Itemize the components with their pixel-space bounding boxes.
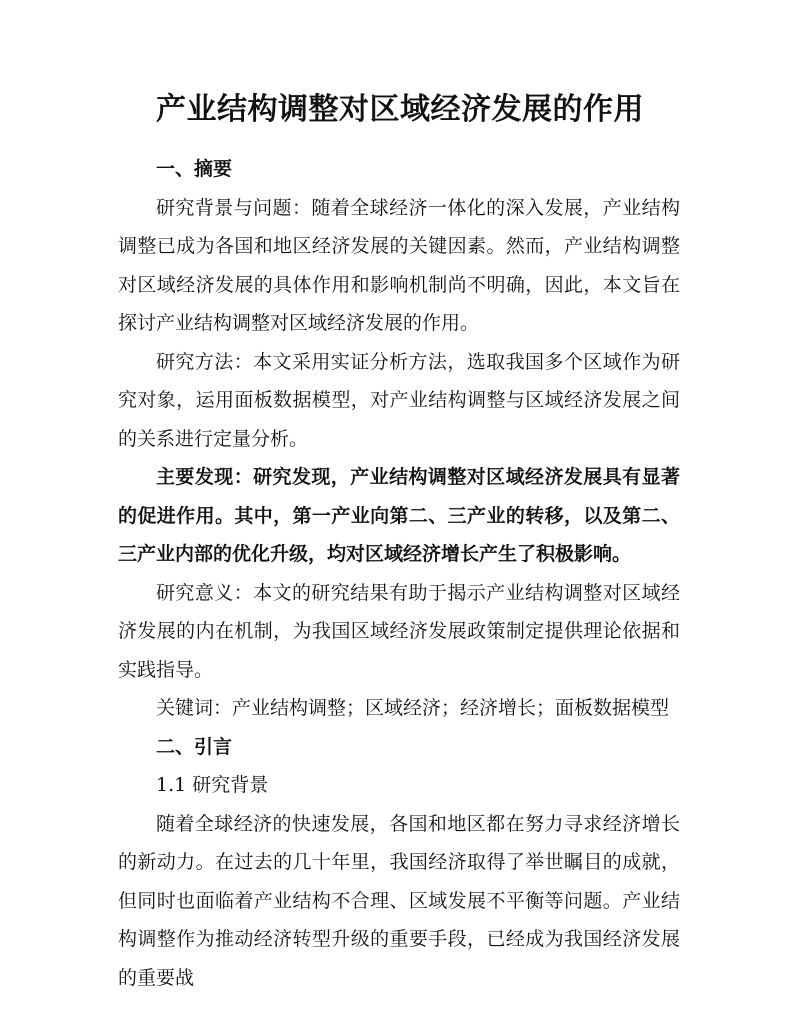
intro-paragraph: 随着全球经济的快速发展，各国和地区都在努力寻求经济增长的新动力。在过去的几十年里，我国经济取得了举世瞩目的成就，但同时也面临着产业结构不合理、区域发展不平衡等问题。产业结构调整作为推动经济转型升级的重要手段，已经成为我国经济发展的重要战 xyxy=(118,812,680,989)
keywords-paragraph: 关键词：产业结构调整；区域经济；经济增长；面板数据模型 xyxy=(156,697,670,719)
document-body xyxy=(118,150,680,997)
significance-paragraph: 研究意义：本文的研究结果有助于揭示产业结构调整对区域经济发展的内在机制，为我国区域经济发展政策制定提供理论依据和实践指导。 xyxy=(118,581,680,681)
document-title: 产业结构调整对区域经济发展的作用 xyxy=(156,92,644,127)
intro-heading: 二、引言 xyxy=(156,735,233,758)
background-paragraph: 研究背景与问题：随着全球经济一体化的深入发展，产业结构调整已成为各国和地区经济发展的关键因素。然而，产业结构调整对区域经济发展的具体作用和影响机制尚不明确，因此，本文旨在探讨产业结构调整对区域经济发展的作用。 xyxy=(118,196,680,334)
findings-paragraph: 主要发现：研究发现，产业结构调整对区域经济发展具有显著的促进作用。其中，第一产业向第二、三产业的转移，以及第二、三产业内部的优化升级，均对区域经济增长产生了积极影响。 xyxy=(118,466,680,565)
subsection-1-1-heading: 1.1 研究背景 xyxy=(156,774,269,796)
methods-paragraph: 研究方法：本文采用实证分析方法，选取我国多个区域作为研究对象，运用面板数据模型，对产业结构调整与区域经济发展之间的关系进行定量分析。 xyxy=(118,350,680,450)
abstract-heading: 一、摘要 xyxy=(156,158,233,180)
